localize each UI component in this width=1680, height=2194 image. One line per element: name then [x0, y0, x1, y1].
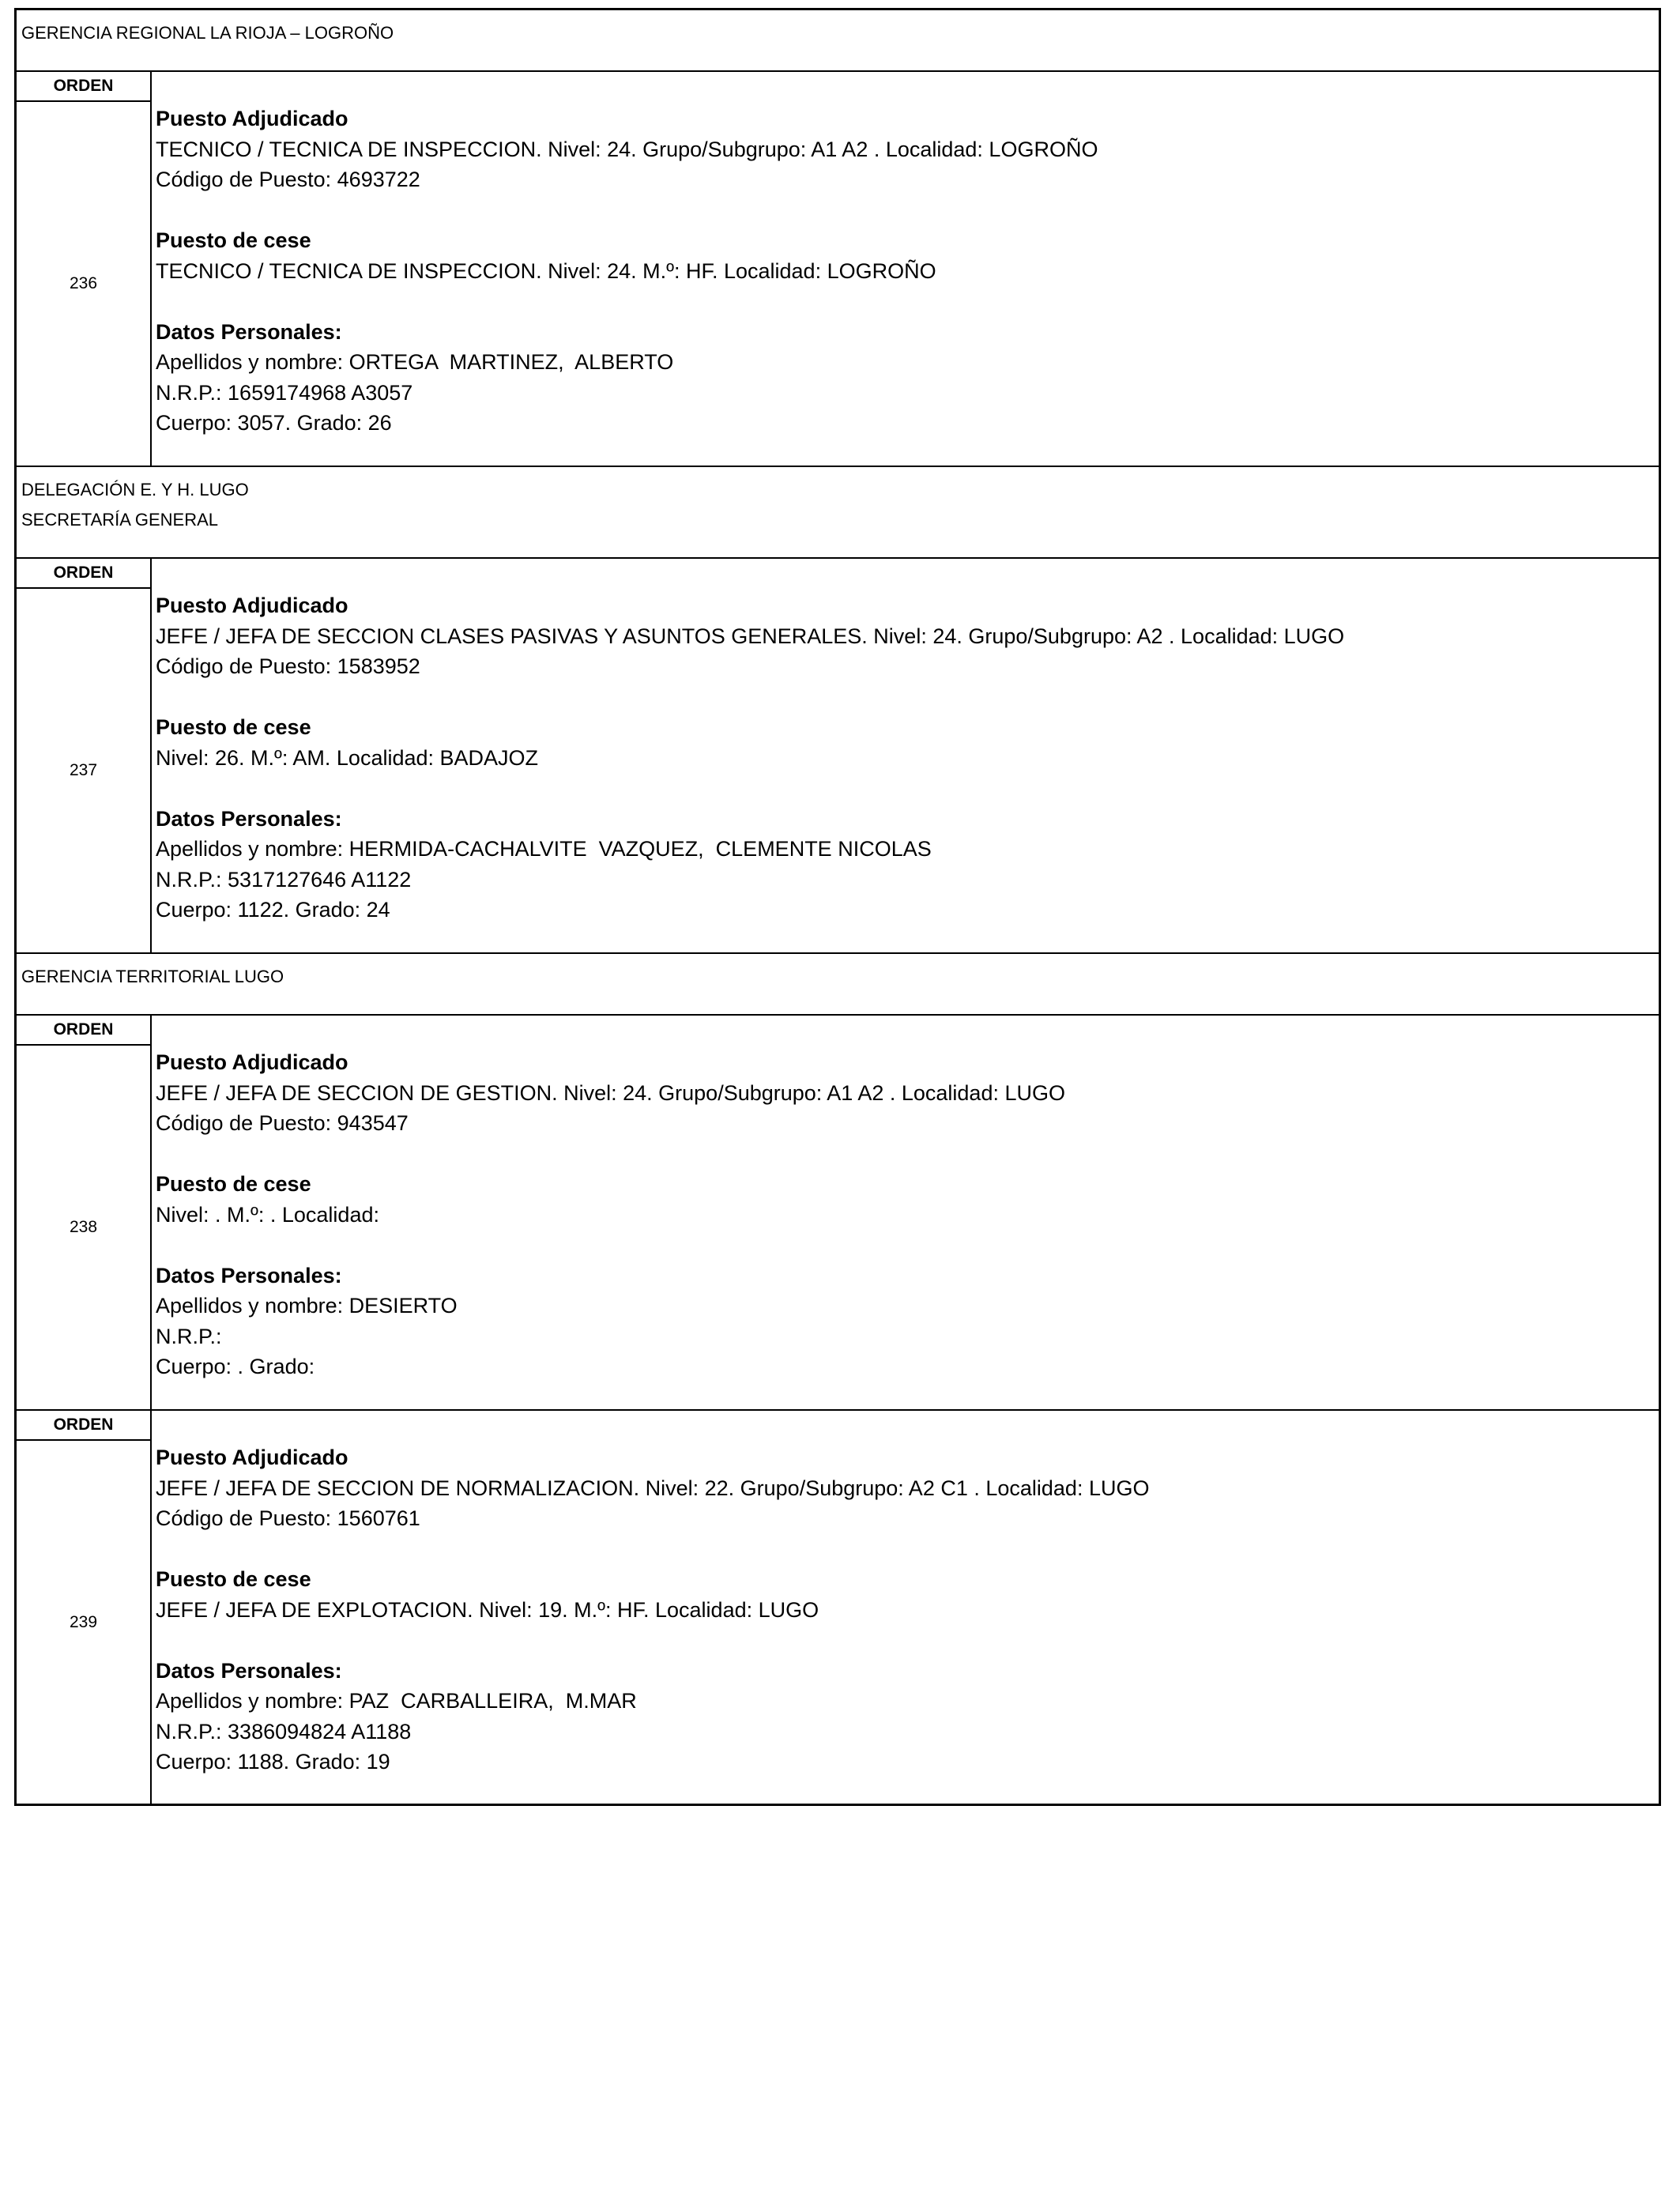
- orden-label: ORDEN: [17, 72, 150, 102]
- record-details: [152, 1411, 1659, 1804]
- orden-column: [17, 1411, 152, 1804]
- apellidos-nombre: Apellidos y nombre: ORTEGA MARTINEZ, ALBERTO: [156, 350, 674, 374]
- record-details: [152, 559, 1659, 952]
- puesto-cese-heading: Puesto de cese: [156, 1567, 311, 1591]
- codigo-puesto: Código de Puesto: 4693722: [156, 168, 420, 191]
- puesto-cese-text: TECNICO / TECNICA DE INSPECCION. Nivel: 24. M.º: HF. Localidad: LOGROÑO: [156, 258, 936, 283]
- orden-label: ORDEN: [17, 1016, 150, 1046]
- section-header-line: GERENCIA REGIONAL LA RIOJA – LOGROÑO: [21, 23, 394, 43]
- puesto-adjudicado-heading: Puesto Adjudicado: [156, 1050, 348, 1074]
- puesto-adjudicado-heading: Puesto Adjudicado: [156, 594, 348, 617]
- apellidos-nombre: Apellidos y nombre: HERMIDA-CACHALVITE VAZQUEZ, CLEMENTE NICOLAS: [156, 837, 932, 861]
- cuerpo-grado: Cuerpo: 1188. Grado: 19: [156, 1750, 390, 1774]
- apellidos-nombre: Apellidos y nombre: DESIERTO: [156, 1294, 458, 1318]
- orden-column: [17, 72, 152, 466]
- section-header-line: SECRETARÍA GENERAL: [21, 510, 218, 530]
- puesto-cese-heading: Puesto de cese: [156, 1172, 311, 1196]
- datos-personales-heading: Datos Personales:: [156, 806, 342, 831]
- orden-label: ORDEN: [17, 559, 150, 589]
- puesto-adjudicado-text: TECNICO / TECNICA DE INSPECCION. Nivel: 24. Grupo/Subgrupo: A1 A2 . Localidad: LOGROÑO: [156, 137, 1098, 161]
- puesto-adjudicado-text: JEFE / JEFA DE SECCION DE NORMALIZACION. Nivel: 22. Grupo/Subgrupo: A2 C1 . Localidad: LUGO: [156, 1476, 1150, 1500]
- orden-number: 237: [69, 761, 98, 779]
- orden-column: [17, 559, 152, 952]
- record-details: [152, 72, 1659, 466]
- puesto-adjudicado-text: JEFE / JEFA DE SECCION CLASES PASIVAS Y ASUNTOS GENERALES. Nivel: 24. Grupo/Subgrupo: A2 . Localidad: LUGO: [156, 624, 1345, 648]
- puesto-cese-text: Nivel: 26. M.º: AM. Localidad: BADAJOZ: [156, 745, 539, 770]
- puesto-adjudicado-text: JEFE / JEFA DE SECCION DE GESTION. Nivel: 24. Grupo/Subgrupo: A1 A2 . Localidad: LUGO: [156, 1080, 1065, 1105]
- puesto-cese-heading: Puesto de cese: [156, 715, 311, 739]
- record-details: [152, 1016, 1659, 1409]
- nrp: N.R.P.: 3386094824 A1188: [156, 1719, 412, 1744]
- cuerpo-grado: Cuerpo: 3057. Grado: 26: [156, 411, 392, 435]
- orden-number: 239: [69, 1612, 98, 1631]
- section-header-line: GERENCIA TERRITORIAL LUGO: [21, 967, 284, 986]
- nrp: N.R.P.:: [156, 1324, 222, 1348]
- apellidos-nombre: Apellidos y nombre: PAZ CARBALLEIRA, M.MAR: [156, 1689, 637, 1713]
- orden-label: ORDEN: [17, 1411, 150, 1441]
- record-row: [17, 72, 1659, 467]
- record-row: [17, 1016, 1659, 1411]
- codigo-puesto: Código de Puesto: 1560761: [156, 1506, 420, 1530]
- orden-number: 238: [69, 1218, 98, 1236]
- orden-number: 236: [69, 274, 98, 292]
- cuerpo-grado: Cuerpo: 1122. Grado: 24: [156, 898, 390, 922]
- nrp: N.R.P.: 5317127646 A1122: [156, 867, 412, 892]
- record-row: [17, 559, 1659, 954]
- datos-personales-heading: Datos Personales:: [156, 1263, 342, 1287]
- puesto-adjudicado-heading: Puesto Adjudicado: [156, 1446, 348, 1469]
- record-row: [17, 1411, 1659, 1806]
- orden-column: [17, 1016, 152, 1409]
- codigo-puesto: Código de Puesto: 943547: [156, 1111, 409, 1135]
- section-header-line: DELEGACIÓN E. Y H. LUGO: [21, 480, 249, 499]
- nrp: N.R.P.: 1659174968 A3057: [156, 380, 413, 405]
- cuerpo-grado: Cuerpo: . Grado:: [156, 1355, 315, 1378]
- section-header: [17, 10, 1659, 72]
- datos-personales-heading: Datos Personales:: [156, 1658, 342, 1683]
- document-table: [14, 8, 1661, 1806]
- puesto-adjudicado-heading: Puesto Adjudicado: [156, 107, 348, 130]
- puesto-cese-heading: Puesto de cese: [156, 228, 311, 252]
- datos-personales-heading: Datos Personales:: [156, 319, 342, 344]
- puesto-cese-text: JEFE / JEFA DE EXPLOTACION. Nivel: 19. M.º: HF. Localidad: LUGO: [156, 1597, 819, 1622]
- section-header: [17, 954, 1659, 1016]
- codigo-puesto: Código de Puesto: 1583952: [156, 654, 420, 678]
- puesto-cese-text: Nivel: . M.º: . Localidad:: [156, 1202, 379, 1227]
- section-header: [17, 467, 1659, 559]
